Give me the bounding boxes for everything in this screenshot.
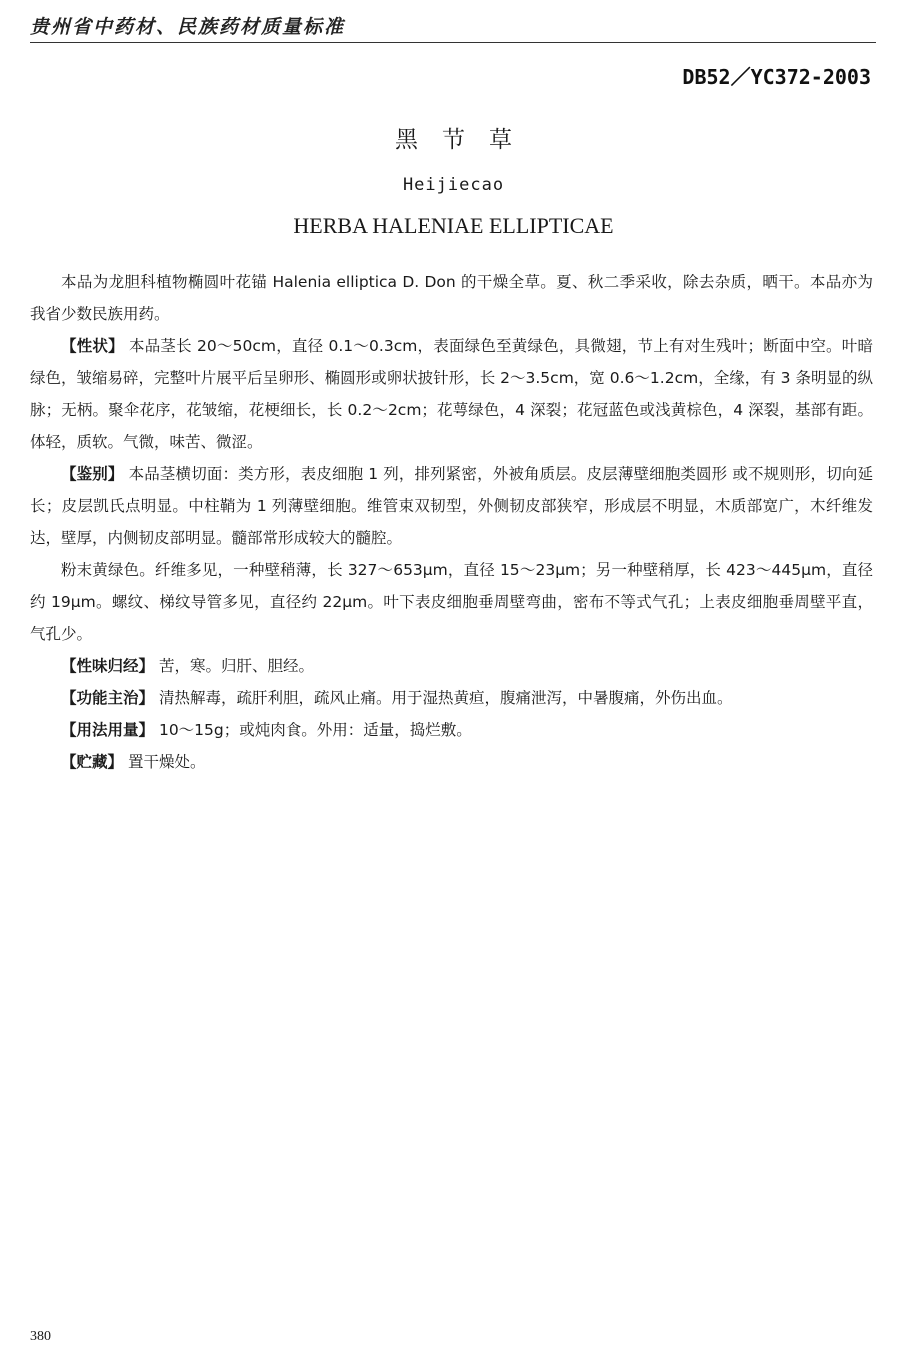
characters-text: 本品茎长 20～50cm，直径 0.1～0.3cm，表面绿色至黄绿色，具微翅，节上有对生残叶；断面中空。叶暗绿色，皱缩易碎，完整叶片展平后呈卵形、椭圆形或卵状披针形，长 2～3.5cm，宽 0.6～1.2cm，全缘，有 3 条明显的纵脉；无柄。聚伞花序，花皱缩，花梗细长，长 0.2～2cm；花萼绿色，4 深裂；花冠蓝色或浅黄棕色，4 深裂，基部有距。体轻，质软。气微，味苦、微涩。 [30, 337, 873, 451]
identification-paragraph [30, 458, 873, 554]
storage-paragraph [30, 746, 873, 778]
nature-paragraph [30, 650, 873, 682]
storage-label: 【贮藏】 [61, 753, 124, 771]
powder-paragraph: 粉末黄绿色。纤维多见，一种壁稍薄，长 327～653μm，直径 15～23μm；另一种壁稍厚，长 423～445μm，直径约 19μm。螺纹、梯纹导管多见，直径约 22μm。叶下表皮细胞垂周壁弯曲，密布不等式气孔；上表皮细胞垂周壁平直，气孔少。 [30, 561, 873, 643]
monograph-title-chinese: 黑节草 [395, 127, 536, 153]
usage-text: 10～15g；或炖肉食。外用：适量，捣烂敷。 [158, 721, 472, 739]
characters-label: 【性状】 [61, 337, 124, 355]
nature-label: 【性味归经】 [61, 657, 155, 675]
functions-label: 【功能主治】 [61, 689, 155, 707]
header-divider [30, 42, 876, 43]
identification-text: 本品茎横切面：类方形，表皮细胞 1 列，排列紧密，外被角质层。皮层薄壁细胞类圆形 或不规则形，切向延长；皮层凯氏点明显。中柱鞘为 1 列薄壁细胞。维管束双韧型，外侧韧皮部狭窄，形成层不明显，木质部宽广，木纤维发达，壁厚，内侧韧皮部明显。髓部常形成较大的髓腔。 [30, 465, 873, 547]
monograph-body [30, 266, 873, 778]
publication-title: 贵州省中药材、民族药材质量标准 [30, 16, 346, 38]
functions-text: 清热解毒，疏肝利胆，疏风止痛。用于湿热黄疸，腹痛泄泻，中暑腹痛，外伤出血。 [158, 689, 733, 707]
usage-paragraph [30, 714, 873, 746]
characters-paragraph [30, 330, 873, 458]
monograph-title-pinyin: Heijiecao [402, 175, 505, 195]
storage-text: 置干燥处。 [127, 753, 206, 771]
nature-text: 苦，寒。归肝、胆经。 [158, 657, 314, 675]
page-number: 380 [30, 1329, 51, 1344]
monograph-title-latin: HERBA HALENIAE ELLIPTICAE [293, 213, 614, 238]
usage-label: 【用法用量】 [61, 721, 155, 739]
functions-paragraph [30, 682, 873, 714]
identification-label: 【鉴别】 [61, 465, 124, 483]
intro-paragraph: 本品为龙胆科植物椭圆叶花锚 Halenia elliptica D. Don 的干燥全草。夏、秋二季采收，除去杂质，晒干。本品亦为我省少数民族用药。 [30, 273, 873, 323]
standard-code: DB52／YC372-2003 [682, 65, 871, 89]
